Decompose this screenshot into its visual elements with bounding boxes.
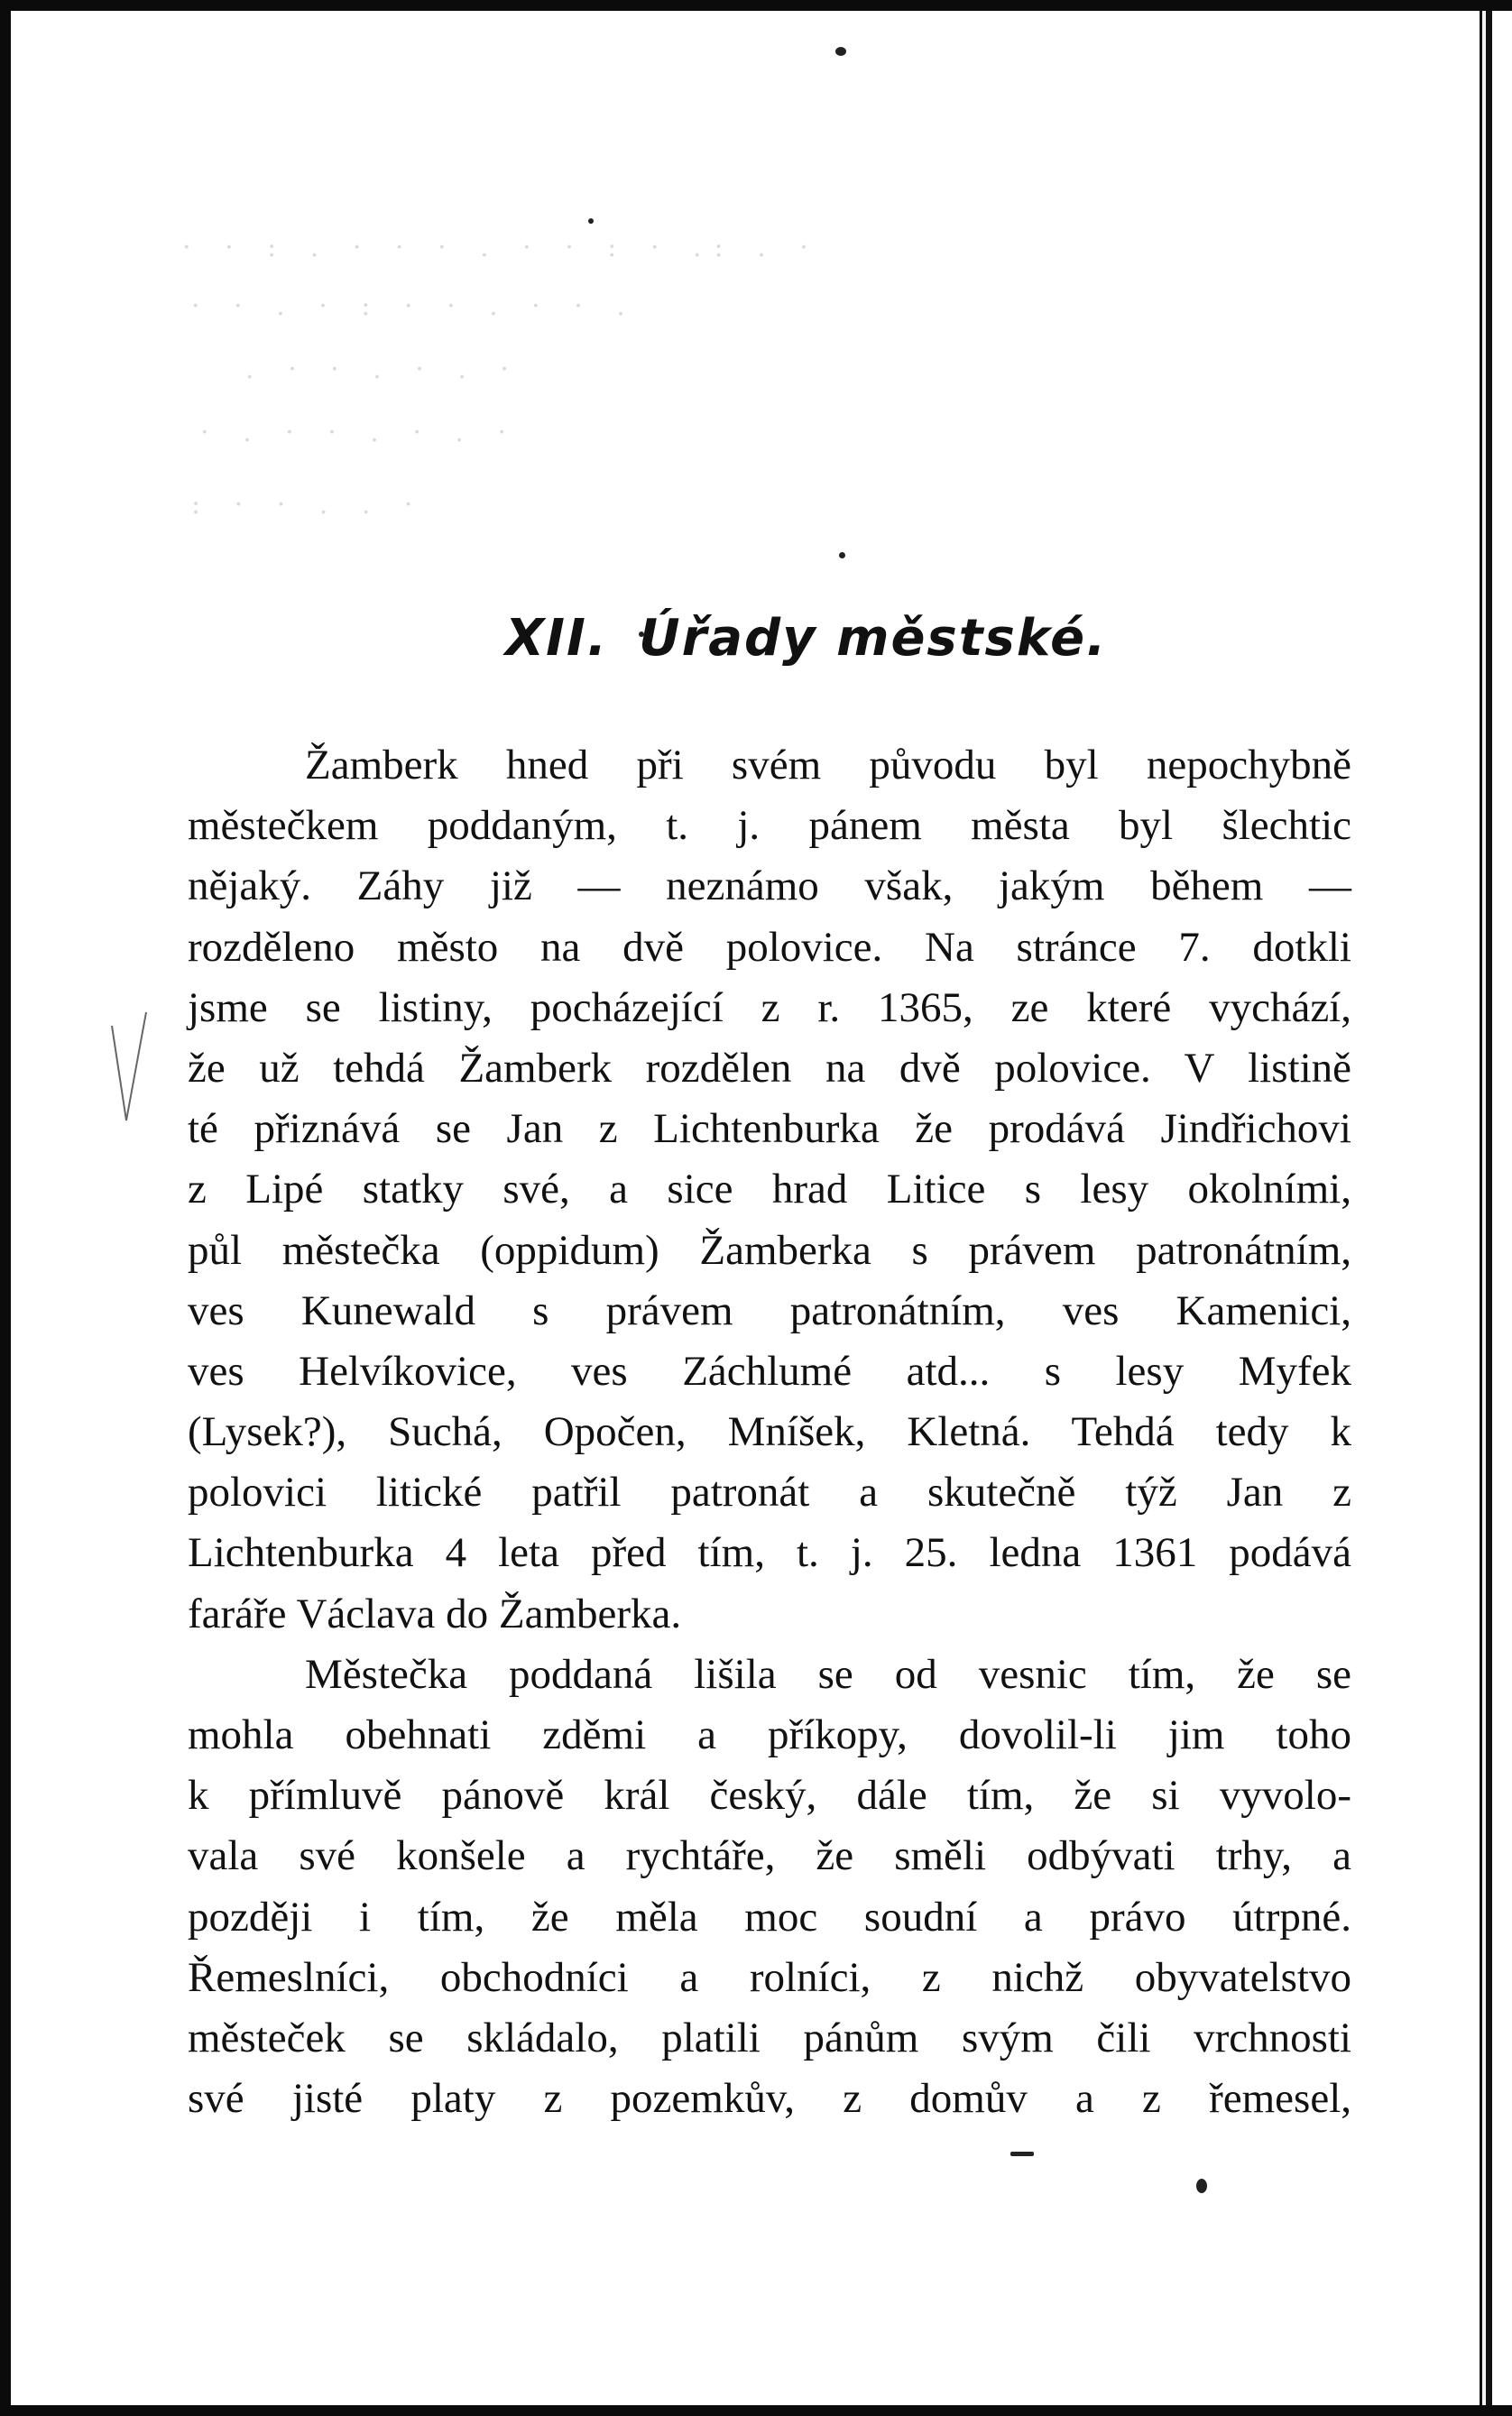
ink-speck bbox=[839, 552, 845, 558]
chapter-number: XII. bbox=[505, 609, 609, 668]
ink-speck bbox=[1196, 2179, 1207, 2193]
text-line: faráře Václava do Žamberka. bbox=[188, 1590, 682, 1637]
chapter-title: Úřady městské. bbox=[639, 609, 1108, 668]
text-line: Žamberk hned při svém původu byl nepochybně bbox=[305, 742, 1351, 788]
text-line: z Lipé statky své, a sice hrad Litice s lesy okolními, bbox=[188, 1166, 1351, 1213]
margin-pencil-mark bbox=[110, 1008, 155, 1134]
text-line: polovici litické patřil patronát a skutečně týž Jan z bbox=[188, 1469, 1351, 1517]
text-line: Lichtenburka 4 leta před tím, t. j. 25. ledna 1361 podává bbox=[188, 1529, 1351, 1577]
bleed-through-texture: · . · · . · . · bbox=[200, 417, 520, 448]
text-line: ves Kunewald s právem patronátním, ves Kamenici, bbox=[188, 1286, 1351, 1334]
text-line: rozděleno město na dvě polovice. Na stránce 7. dotkli bbox=[188, 923, 1351, 971]
page-edge-gap bbox=[1482, 11, 1486, 2405]
text-line: městečkem poddaným, t. j. pánem města byl šlechtic bbox=[188, 802, 1351, 850]
text-line: městeček se skládalo, platili pánům svým čili vrchnosti bbox=[188, 2014, 1351, 2061]
text-line: později i tím, že měla moc soudní a právo útrpné. bbox=[188, 1893, 1351, 1941]
text-line: Řemeslníci, obchodníci a rolníci, z nichž obyvatelstvo bbox=[188, 1953, 1351, 2001]
bleed-through-texture: : · · . . · bbox=[191, 489, 426, 521]
text-line: půl městečka (oppidum) Žamberka s právem patronátním, bbox=[188, 1226, 1351, 1274]
text-line: Městečka poddaná lišila se od vesnic tím, že se bbox=[305, 1650, 1351, 1698]
text-line: jsme se listiny, pocházející z r. 1365, ze které vychází, bbox=[188, 983, 1351, 1031]
bleed-through-texture: . · · . · . · bbox=[245, 354, 521, 385]
text-line: mohla obehnati zděmi a příkopy, dovolil-li jim toho bbox=[188, 1711, 1351, 1758]
bleed-through-texture: · · . · : · · . · · . bbox=[191, 290, 638, 322]
body-text bbox=[188, 735, 1351, 2129]
ink-speck bbox=[835, 47, 846, 56]
text-line: nějaký. Záhy již — neznámo však, jakým během — bbox=[188, 862, 1351, 910]
text-line: že už tehdá Žamberk rozdělen na dvě polovice. V listině bbox=[188, 1044, 1351, 1092]
ink-speck bbox=[588, 218, 594, 224]
text-line: té přiznává se Jan z Lichtenburka že prodává Jindřichovi bbox=[188, 1105, 1351, 1153]
text-line: vala své konšele a rychtáře, že směli odbývati trhy, a bbox=[188, 1832, 1351, 1880]
text-line: k přímluvě pánově král český, dále tím, že si vyvolo- bbox=[188, 1772, 1351, 1820]
next-page-strip bbox=[1492, 11, 1512, 2405]
bleed-through-texture: · · : . · · · . · · : · .: . · bbox=[182, 232, 821, 263]
text-line: (Lysek?), Suchá, Opočen, Mníšek, Kletná. Tehdá tedy k bbox=[188, 1408, 1351, 1456]
text-line: své jisté platy z pozemkův, z domův a z řemesel, bbox=[188, 2075, 1351, 2123]
chapter-heading bbox=[505, 609, 1107, 668]
text-line: ves Helvíkovice, ves Záchlumé atd... s lesy Myfek bbox=[188, 1347, 1351, 1395]
ink-speck bbox=[1010, 2152, 1034, 2156]
